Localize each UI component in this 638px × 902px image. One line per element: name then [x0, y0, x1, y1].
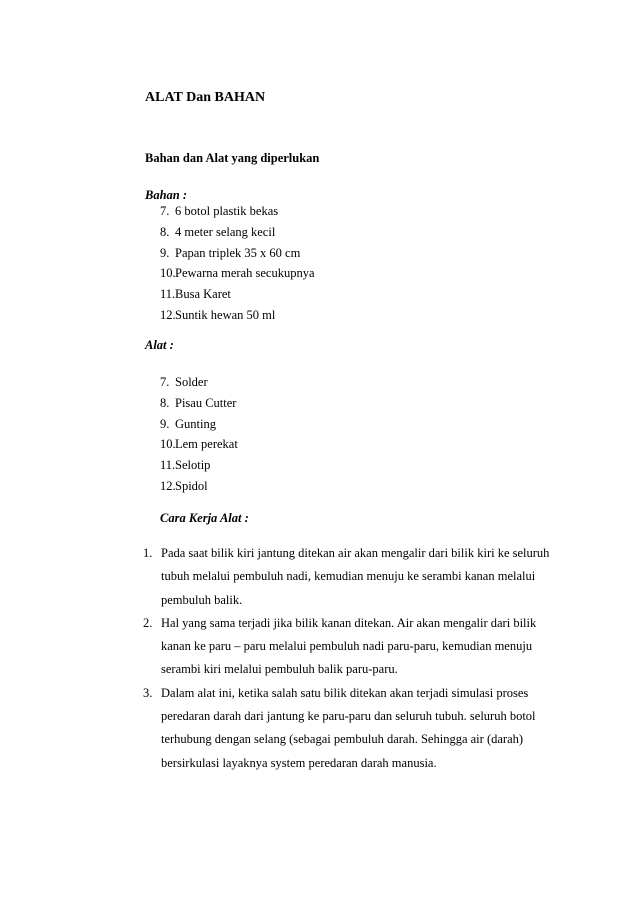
list-item-number: 11.	[160, 458, 176, 473]
step-number: 2.	[143, 615, 153, 630]
list-item	[160, 222, 315, 243]
step-text: Hal yang sama terjadi jika bilik kanan ditekan. Air akan mengalir dari bilik kanan ke paru – paru melalui pembuluh nadi paru-paru, kemudian menuju serambi kiri melalui pembuluh balik paru-paru.	[161, 615, 537, 677]
list-item-text: Papan triplek 35 x 60 cm	[175, 245, 301, 260]
list-item-number: 12.	[160, 478, 176, 493]
page-subtitle: Bahan dan Alat yang diperlukan	[145, 151, 320, 165]
list-item-text: Suntik hewan 50 ml	[175, 307, 276, 322]
page-title: ALAT Dan BAHAN	[145, 90, 266, 105]
list-item-text: 4 meter selang kecil	[175, 224, 276, 239]
list-item-number: 10.	[160, 437, 176, 452]
list-item-number: 11.	[160, 287, 176, 302]
list-item-number: 7.	[160, 204, 170, 218]
step-number: 1.	[143, 546, 153, 560]
list-item	[160, 284, 315, 305]
list-item	[160, 201, 315, 222]
list-item-text: Busa Karet	[175, 287, 231, 302]
step-number: 3.	[143, 685, 153, 700]
step-text: Dalam alat ini, ketika salah satu bilik ditekan akan terjadi simulasi proses peredaran darah dari jantung ke paru-paru dan seluruh tubuh. seluruh botol terhubung dengan selang (sebagai pembuluh darah. Sehingga air (darah) bersirkulasi layaknya system peredaran darah manusia.	[161, 685, 536, 770]
alat-heading: Alat :	[145, 338, 174, 352]
step-item	[143, 682, 563, 775]
list-item	[160, 305, 315, 326]
list-item-number: 8.	[160, 224, 170, 239]
cara-kerja-steps	[143, 542, 563, 775]
bahan-heading: Bahan :	[145, 188, 188, 202]
list-item	[160, 393, 238, 414]
list-item-number: 12.	[160, 307, 176, 322]
list-item	[160, 243, 315, 264]
list-item-text: Lem perekat	[175, 437, 238, 452]
list-item-number: 8.	[160, 395, 170, 410]
bahan-list	[160, 201, 315, 326]
list-item-text: 6 botol plastik bekas	[175, 204, 279, 218]
list-item-text: Solder	[175, 375, 208, 389]
list-item	[160, 414, 238, 435]
list-item-text: Gunting	[175, 416, 216, 431]
list-item-number: 7.	[160, 375, 170, 389]
list-item	[160, 476, 238, 497]
list-item	[160, 455, 238, 476]
list-item	[160, 263, 315, 284]
list-item-number: 9.	[160, 416, 170, 431]
step-item	[143, 612, 563, 682]
list-item-text: Pisau Cutter	[175, 395, 237, 410]
step-item	[143, 542, 563, 612]
list-item-text: Spidol	[175, 478, 208, 493]
list-item	[160, 372, 238, 393]
list-item-number: 10.	[160, 266, 176, 281]
list-item-text: Pewarna merah secukupnya	[175, 266, 315, 281]
list-item-text: Selotip	[175, 458, 211, 473]
step-text: Pada saat bilik kiri jantung ditekan air akan mengalir dari bilik kiri ke seluruh tubuh melalui pembuluh nadi, kemudian menuju ke serambi kanan melalui pembuluh balik.	[161, 546, 550, 607]
list-item-number: 9.	[160, 245, 170, 260]
cara-kerja-heading: Cara Kerja Alat :	[160, 511, 249, 525]
alat-list	[160, 372, 238, 497]
list-item	[160, 434, 238, 455]
